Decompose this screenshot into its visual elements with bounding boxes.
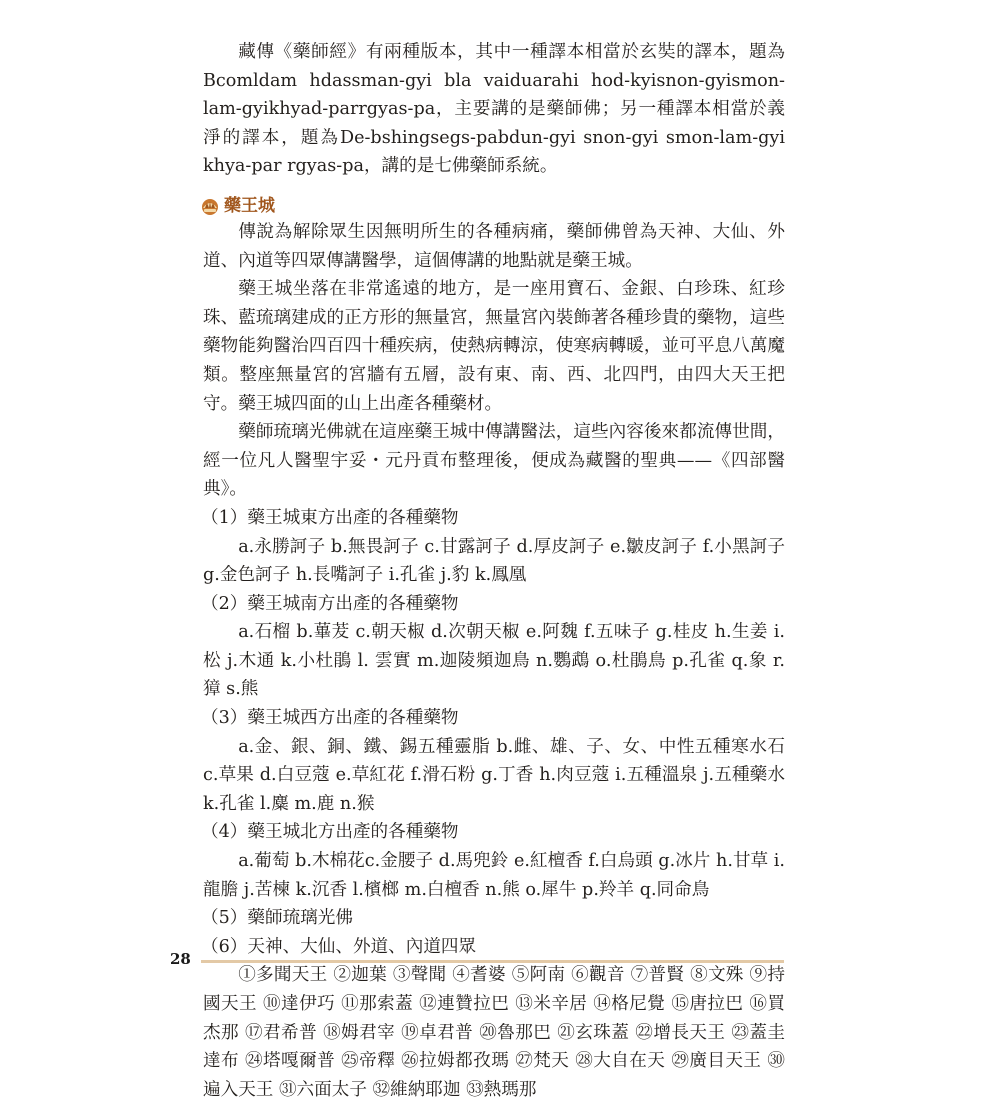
list-title: （3）藥王城西方出產的各種藥物	[201, 708, 459, 729]
page-number: 28	[170, 950, 191, 968]
list-title: （1）藥王城東方出產的各種藥物	[201, 507, 459, 528]
list-items: a.葡萄 b.木棉花c.金腰子 d.馬兜鈴 e.紅檀香 f.白烏頭 g.冰片 h.甘草 i.龍膽 j.苦楝 k.沉香 l.檳榔 m.白檀香 n.熊 o.犀牛 p.羚羊 q.同命鳥	[203, 851, 785, 900]
list-title: （5）藥師琉璃光佛	[201, 908, 353, 929]
section-paragraph: 藥王城坐落在非常遙遠的地方，是一座用寶石、金銀、白珍珠、紅珍珠、藍琉璃建成的正方形的無量宮，無量宮內裝飾著各種珍貴的藥物，這些藥物能夠醫治四百四十種疾病，使熱病轉涼，使寒病轉暖，並可平息八萬魔類。整座無量宮的宮牆有五層，設有東、南、西、北四門，由四大天王把守。藥王城四面的山上出產各種藥材。	[203, 279, 785, 414]
list-title: （2）藥王城南方出產的各種藥物	[201, 593, 459, 614]
list-title: （4）藥王城北方出產的各種藥物	[201, 822, 459, 843]
list-title: （6）天神、大仙、外道、內道四眾	[201, 936, 477, 957]
section-paragraph: 藥師琉璃光佛就在這座藥王城中傳講醫法，這些內容後來都流傳世間，經一位凡人醫聖宇妥・元丹貢布整理後，便成為藏醫的聖典——《四部醫典》。	[203, 422, 785, 500]
lotus-emblem-icon	[200, 196, 220, 216]
section-title: 藥王城	[224, 195, 275, 216]
list-items: a.石榴 b.蓽茇 c.朝天椒 d.次朝天椒 e.阿魏 f.五味子 g.桂皮 h.生姜 i.松 j.木通 k.小杜鵑 l. 雲實 m.迦陵頻迦鳥 n.鸚鵡 o.杜鵑鳥 p.孔雀 q.象 r.獐 s.熊	[203, 622, 785, 700]
list-items: a.金、銀、銅、鐵、錫五種靈脂 b.雌、雄、子、女、中性五種寒水石 c.草果 d.白豆蔻 e.草紅花 f.滑石粉 g.丁香 h.肉豆蔻 i.五種溫泉 j.五種藥水 k.孔雀 l.麋 m.鹿 n.猴	[203, 736, 785, 814]
section-paragraph: 傳說為解除眾生因無明所生的各種病痛，藥師佛曾為天神、大仙、外道、內道等四眾傳講醫學，這個傳講的地點就是藥王城。	[203, 221, 785, 271]
footer-rule	[201, 960, 784, 963]
section-heading	[200, 194, 785, 218]
list-items: ①多聞天王 ②迦葉 ③聲聞 ④耆婆 ⑤阿南 ⑥觀音 ⑦普賢 ⑧文殊 ⑨持國天王 ⑩達伊巧 ⑪那索蓋 ⑫連贊拉巴 ⑬米辛居 ⑭格尼覺 ⑮唐拉巴 ⑯買杰那 ⑰君希普 ⑱姆君宰 ⑲卓君普 ⑳魯那巴 ㉑玄珠蓋 ㉒增長天王 ㉓蓋圭達布 ㉔塔嘎爾普 ㉕帝釋 ㉖拉姆都孜瑪 ㉗梵天 ㉘大自在天 ㉙廣目天王 ㉚遍入天王 ㉛六面太子 ㉜維納耶迦 ㉝熱瑪那	[203, 965, 785, 1100]
list-items: a.永勝訶子 b.無畏訶子 c.甘露訶子 d.厚皮訶子 e.皺皮訶子 f.小黑訶子 g.金色訶子 h.長嘴訶子 i.孔雀 j.豹 k.鳳凰	[203, 536, 785, 586]
page-body	[203, 38, 785, 1104]
intro-paragraph: 藏傳《藥師經》有兩種版本，其中一種譯本相當於玄奘的譯本，題為Bcomldam hdassman-gyi bla vaiduarahi hod-kyisnon-gyismon-lam-gyikhyad-parrgyas-pa，主要講的是藥師佛；另一種譯本相當於義淨的譯本，題為De-bshingsegs-pabdun-gyi snon-gyi smon-lam-gyi khya-par rgyas-pa，講的是七佛藥師系統。	[203, 42, 785, 177]
